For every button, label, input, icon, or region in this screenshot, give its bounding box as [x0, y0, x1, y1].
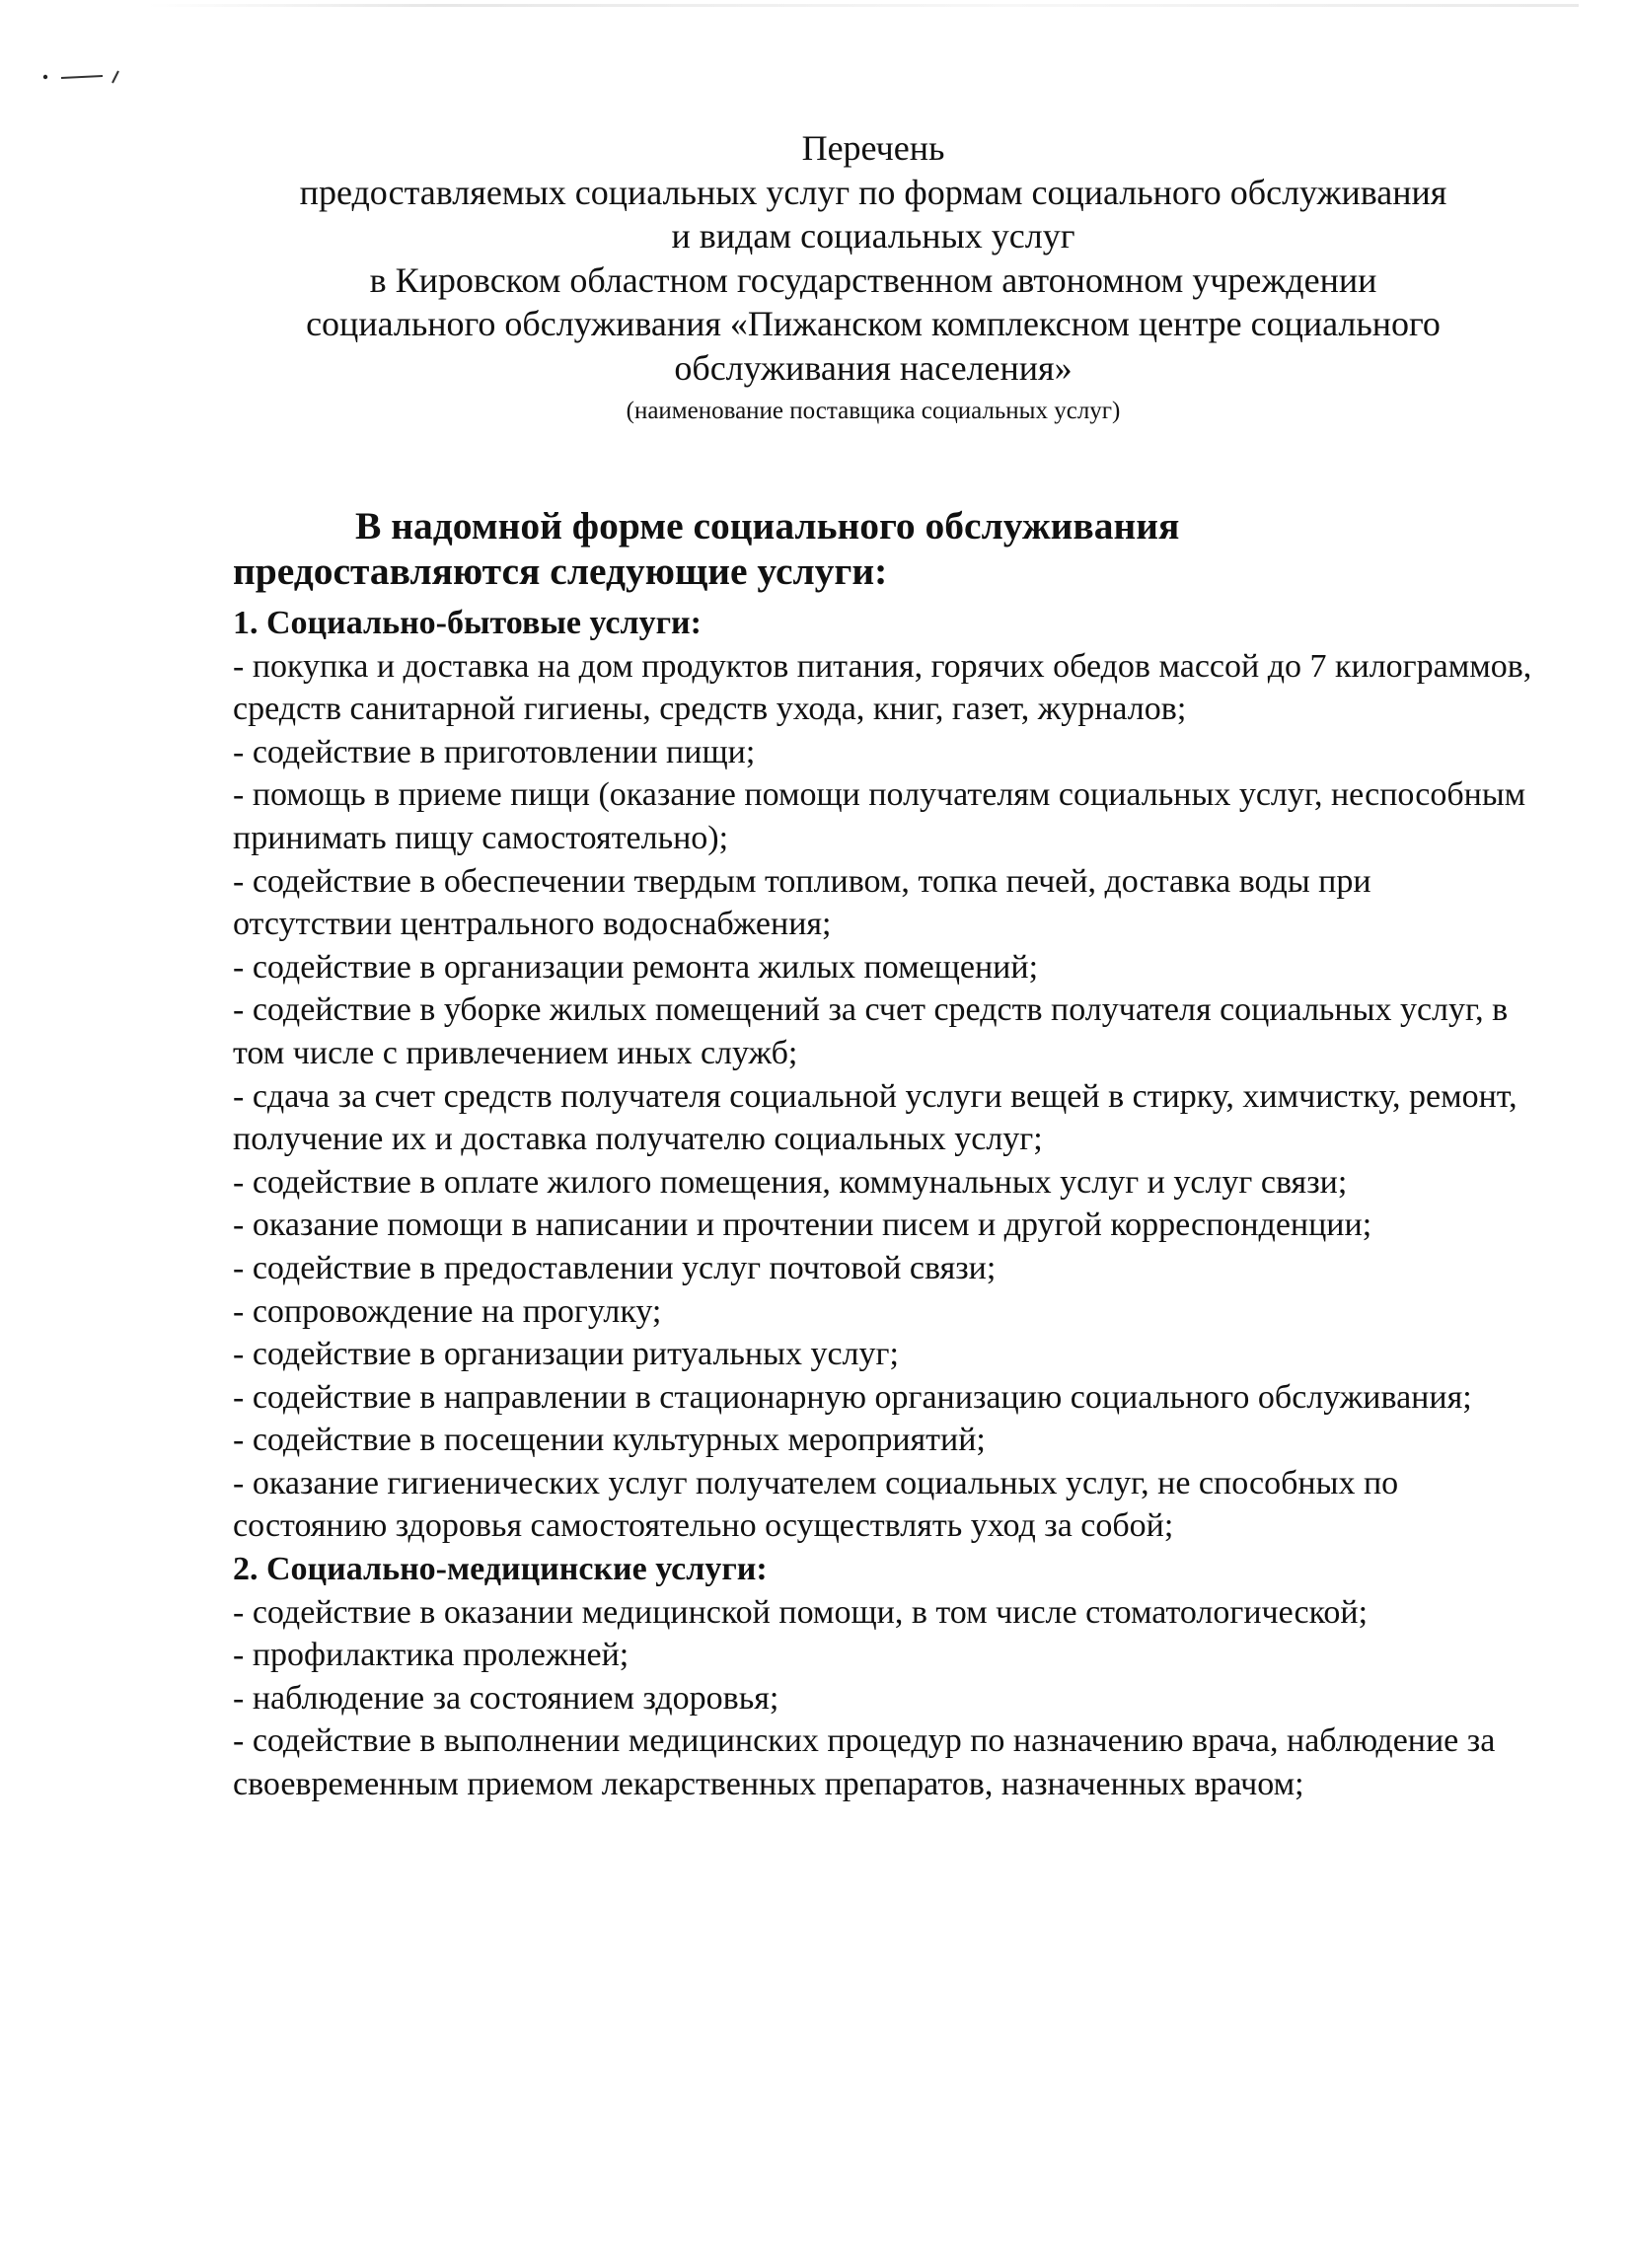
- scan-edge-shadow: [148, 4, 1579, 7]
- section-title-line: предоставляются следующие услуги:: [233, 549, 888, 593]
- list-item: - содействие в направлении в стационарную организацию социального обслуживания;: [233, 1378, 1472, 1416]
- list-item: - сопровождение на прогулку;: [233, 1292, 662, 1330]
- scan-mark-icon: [41, 59, 130, 89]
- header-line: социального обслуживания «Пижанском комплексном центре социального: [306, 304, 1441, 343]
- list-item: - сдача за счет средств получателя социальной услуги вещей в стирку, химчистку, ремонт, получение их и доставка получателю социальных услуг;: [233, 1077, 1518, 1158]
- list-item: - помощь в приеме пищи (оказание помощи получателям социальных услуг, неспособным принимать пищу самостоятельно);: [233, 776, 1526, 856]
- list-item: - покупка и доставка на дом продуктов питания, горячих обедов массой до 7 килограммов, средств санитарной гигиены, средств ухода, книг, газет, журналов;: [233, 647, 1532, 728]
- header-line: в Кировском областном государственном автономном учреждении: [369, 259, 1377, 300]
- section-title-line: В надомной форме социального обслуживания: [355, 504, 1180, 548]
- section-title: [233, 503, 1516, 594]
- document-title: Перечень: [801, 128, 945, 168]
- category-heading: 2. Социально-медицинские услуги:: [233, 1551, 768, 1588]
- list-item: - содействие в обеспечении твердым топливом, топка печей, доставка воды при отсутствии центрального водоснабжения;: [233, 862, 1371, 943]
- list-item: - содействие в оплате жилого помещения, коммунальных услуг и услуг связи;: [233, 1163, 1348, 1201]
- list-item: - содействие в оказании медицинской помощи, в том числе стоматологической;: [233, 1593, 1369, 1631]
- list-item: - содействие в предоставлении услуг почтовой связи;: [233, 1249, 997, 1286]
- header-line: обслуживания населения»: [674, 347, 1073, 388]
- list-item: - содействие в организации ремонта жилых помещений;: [233, 948, 1039, 986]
- list-item: - оказание помощи в написании и прочтении писем и другой корреспонденции;: [233, 1207, 1372, 1244]
- document-header: [197, 126, 1549, 431]
- category-heading: 1. Социально-бытовые услуги:: [233, 605, 702, 641]
- list-item: - оказание гигиенических услуг получателем социальных услуг, не способных по состоянию здоровья самостоятельно осуществлять уход за собой;: [233, 1464, 1399, 1545]
- provider-caption: (наименование поставщика социальных услуг): [626, 398, 1121, 424]
- list-item: - содействие в посещении культурных мероприятий;: [233, 1422, 986, 1459]
- list-item: - содействие в приготовлении пищи;: [233, 733, 756, 770]
- list-item: - содействие в организации ритуальных услуг;: [233, 1336, 899, 1373]
- header-line: и видам социальных услуг: [671, 216, 1075, 256]
- list-item: - содействие в уборке жилых помещений за счет средств получателя социальных услуг, в том числе с привлечением иных служб;: [233, 991, 1509, 1071]
- services-list: [233, 602, 1535, 1806]
- list-item: - наблюдение за состоянием здоровья;: [233, 1679, 779, 1717]
- list-item: - содействие в выполнении медицинских процедур по назначению врача, наблюдение за своевременным приемом лекарственных препаратов, назначенных врачом;: [233, 1722, 1496, 1803]
- header-line: предоставляемых социальных услуг по формам социального обслуживания: [299, 172, 1447, 212]
- list-item: - профилактика пролежней;: [233, 1637, 629, 1674]
